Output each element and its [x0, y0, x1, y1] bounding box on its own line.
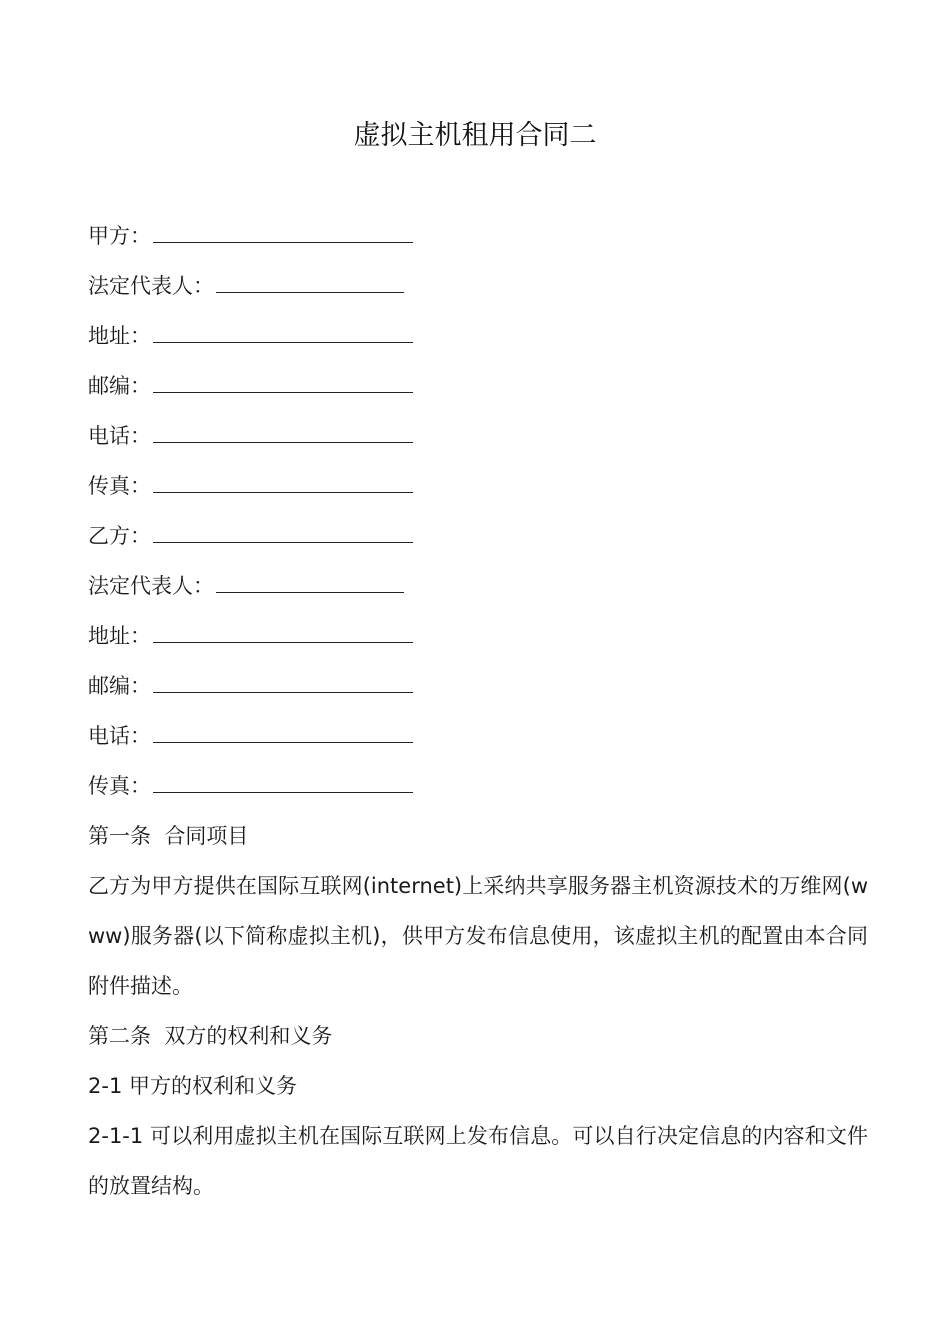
blank-line	[216, 274, 404, 293]
article-1-body: 乙方为甲方提供在国际互联网(internet)上采纳共享服务器主机资源技术的万维网(www)服务器(以下简称虚拟主机)，供甲方发布信息使用，该虚拟主机的配置由本合同附件描述。	[88, 874, 868, 998]
field-label: 电话：	[88, 424, 151, 448]
party-a-name-field	[88, 211, 868, 261]
party-b-name-field	[88, 511, 868, 561]
field-label: 地址：	[88, 324, 151, 348]
blank-line	[216, 574, 404, 593]
party-a-rep-field	[88, 261, 868, 311]
field-label: 邮编：	[88, 374, 151, 398]
document-title: 虚拟主机租用合同二	[353, 120, 597, 151]
article-1-heading: 第一条 合同项目	[88, 824, 249, 848]
article-2-1-heading: 2-1 甲方的权利和义务	[88, 1074, 297, 1098]
field-label: 传真：	[88, 774, 151, 798]
field-label: 法定代表人：	[88, 274, 214, 298]
blank-line	[153, 524, 413, 543]
blank-line	[153, 424, 413, 443]
field-label: 甲方：	[88, 224, 151, 248]
party-a-fax-field	[88, 461, 868, 511]
article-2-1-1-body: 2-1-1 可以利用虚拟主机在国际互联网上发布信息。可以自行决定信息的内容和文件的放置结构。	[88, 1124, 868, 1198]
field-label: 法定代表人：	[88, 574, 214, 598]
field-label: 邮编：	[88, 674, 151, 698]
blank-line	[153, 474, 413, 493]
blank-line	[153, 674, 413, 693]
party-a-phone-field	[88, 411, 868, 461]
field-label: 电话：	[88, 724, 151, 748]
document-body	[88, 211, 868, 1211]
party-a-address-field	[88, 311, 868, 361]
blank-line	[153, 224, 413, 243]
blank-line	[153, 324, 413, 343]
blank-line	[153, 774, 413, 793]
field-label: 传真：	[88, 474, 151, 498]
article-2-heading: 第二条 双方的权利和义务	[88, 1024, 333, 1048]
party-b-rep-field	[88, 561, 868, 611]
party-a-postcode-field	[88, 361, 868, 411]
party-b-postcode-field	[88, 661, 868, 711]
party-b-fax-field	[88, 761, 868, 811]
blank-line	[153, 374, 413, 393]
party-b-address-field	[88, 611, 868, 661]
party-b-phone-field	[88, 711, 868, 761]
blank-line	[153, 724, 413, 743]
field-label: 乙方：	[88, 524, 151, 548]
blank-line	[153, 624, 413, 643]
field-label: 地址：	[88, 624, 151, 648]
